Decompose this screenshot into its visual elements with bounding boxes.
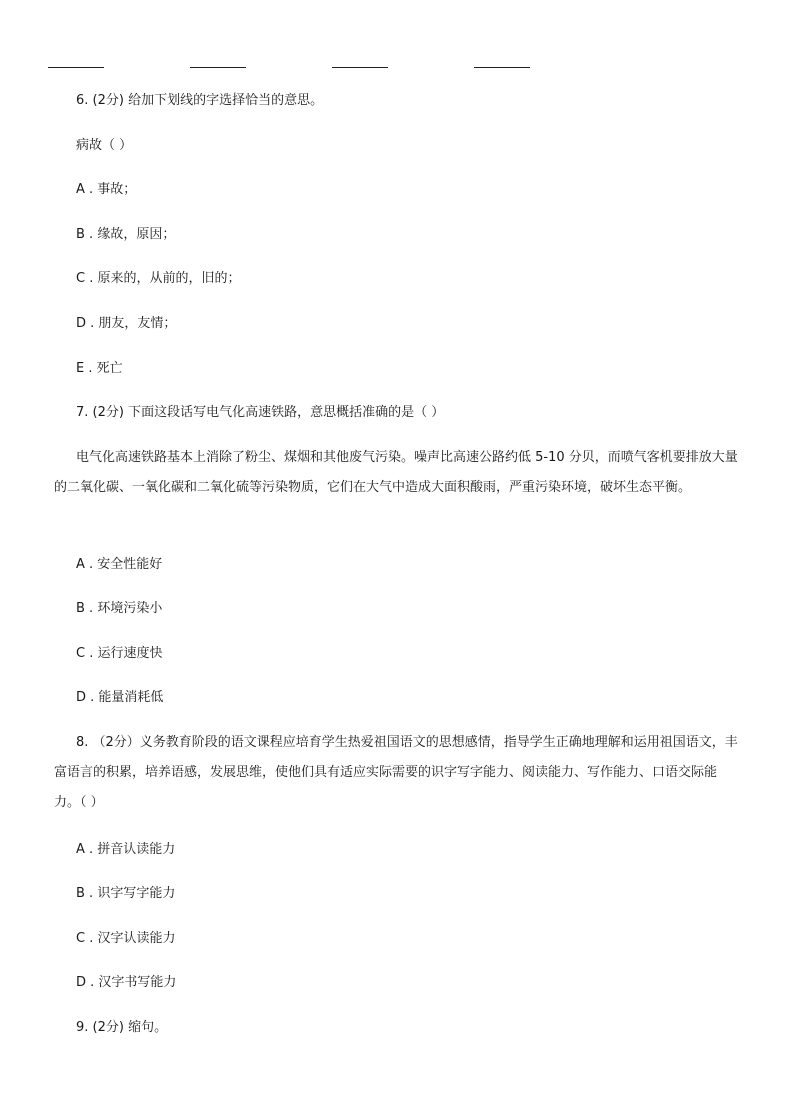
answer-blank-1[interactable] (48, 67, 104, 68)
question-6-option-e[interactable]: E . 死亡 (76, 361, 123, 376)
question-7-option-a[interactable]: A . 安全性能好 (76, 557, 163, 572)
question-8-option-b[interactable]: B . 识字写字能力 (76, 886, 176, 901)
question-6-option-a[interactable]: A . 事故； (76, 182, 137, 197)
question-7-option-d[interactable]: D . 能量消耗低 (76, 690, 164, 705)
question-6-option-b[interactable]: B . 缘故，原因； (76, 227, 176, 242)
question-8-option-c[interactable]: C . 汉字认读能力 (76, 931, 176, 946)
question-8-option-a[interactable]: A . 拼音认读能力 (76, 842, 176, 857)
question-6-stem: 6. (2分) 给加下划线的字选择恰当的意思。 (76, 93, 324, 108)
question-7-stem: 7. (2分) 下面这段话写电气化高速铁路，意思概括准确的是（ ） (76, 405, 445, 420)
question-7-option-b[interactable]: B . 环境污染小 (76, 601, 163, 616)
question-9-stem: 9. (2分) 缩句。 (76, 1020, 168, 1035)
question-6-word: 病故（ ） (76, 138, 133, 153)
answer-blank-4[interactable] (474, 67, 530, 68)
question-7-passage: 电气化高速铁路基本上消除了粉尘、煤烟和其他废气污染。噪声比高速公路约低 5-10 分贝，而喷气客机要排放大量的二氧化碳、一氧化碳和二氧化硫等污染物质，它们在大气中造成大面积酸雨，严重污染环境，破坏生态平衡。 (54, 450, 738, 495)
answer-blank-3[interactable] (332, 67, 388, 68)
question-6-option-c[interactable]: C . 原来的，从前的，旧的； (76, 271, 241, 286)
question-6-option-d[interactable]: D . 朋友，友情； (76, 316, 177, 331)
question-7-option-c[interactable]: C . 运行速度快 (76, 646, 163, 661)
question-8-option-d[interactable]: D . 汉字书写能力 (76, 975, 177, 990)
question-8-stem: 8. （2分）义务教育阶段的语文课程应培育学生热爱祖国语文的思想感情，指导学生正确地理解和运用祖国语文，丰富语言的积累，培养语感，发展思维，使他们具有适应实际需要的识字写字能力、阅读能力、写作能力、口语交际能力。（ ） (54, 735, 738, 810)
answer-blank-2[interactable] (190, 67, 246, 68)
